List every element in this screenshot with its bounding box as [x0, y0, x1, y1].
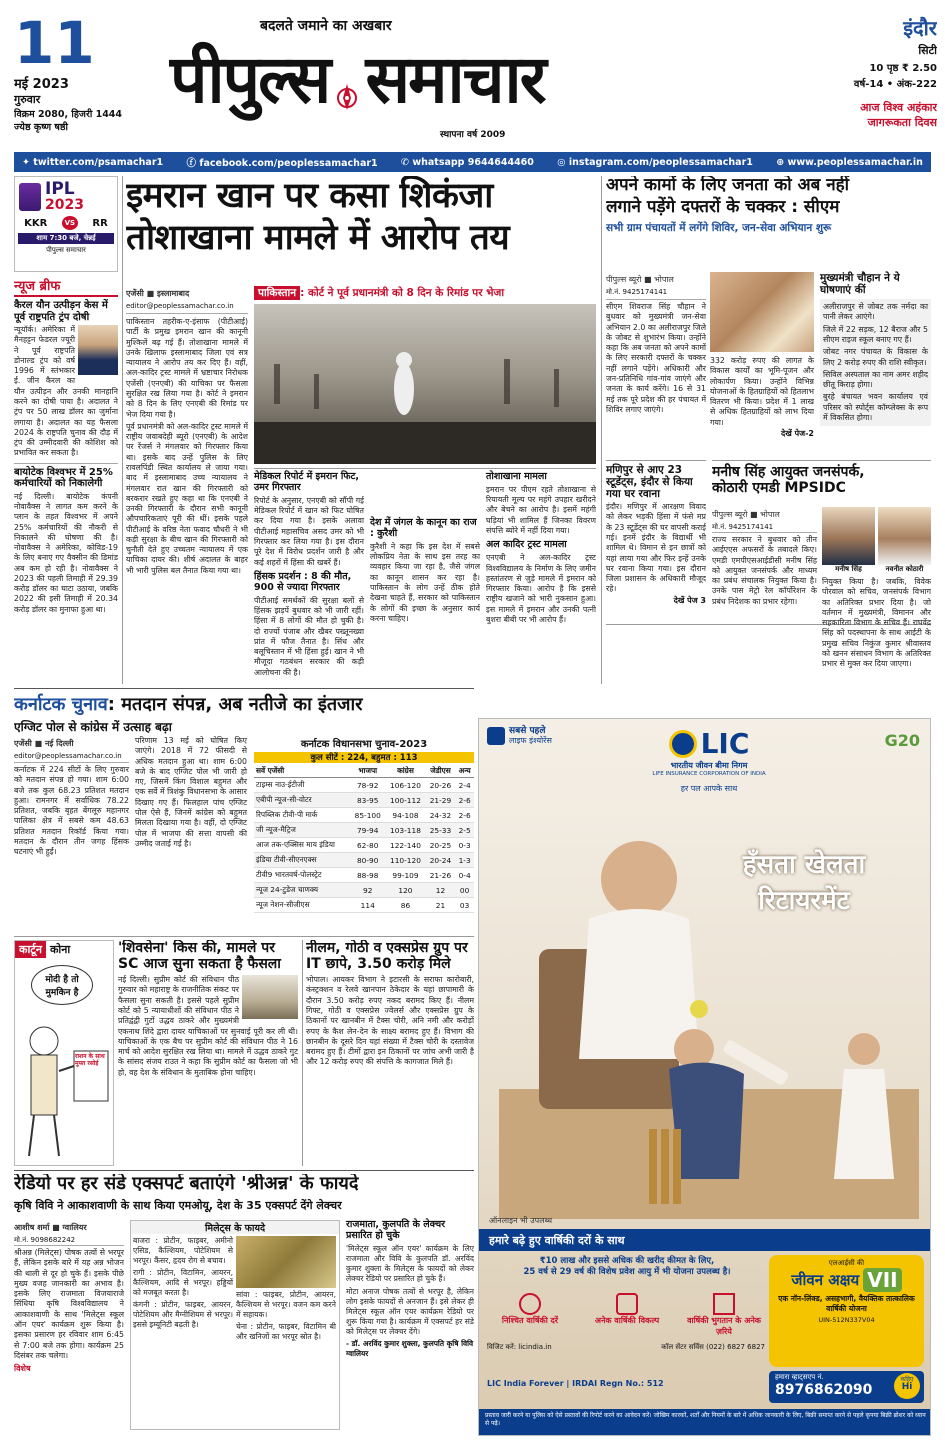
- table-row: [254, 883, 474, 898]
- table-cell: जी न्यूज-मैट्रिज: [254, 823, 350, 838]
- transfer-body: राज्य सरकार ने बुधवार को तीन आईएएस अफसरों के तबादले किए। एमडी एमपीएसआईडीसी मनीष सिंह को आयुक्त जनसंपर्क और माध्यम का प्रबंध संचालक नियुक्त किया है। उनके पास मेट्रो रेल कॉर्पोरेशन के प्रबंध निदेशक का प्रभार रहेगा।: [712, 535, 817, 606]
- lic-english-name: LIFE INSURANCE CORPORATION OF INDIA: [652, 771, 766, 777]
- cartoon-drawing: [19, 1011, 111, 1161]
- caption-2: नवनीत कोठारी: [885, 565, 924, 573]
- table-cell: 0-4: [455, 868, 474, 883]
- table-row: [254, 808, 474, 823]
- poll-col-header: कांग्रेस: [385, 765, 425, 778]
- twitter-link[interactable]: ✦ twitter.com/psamachar1: [22, 156, 164, 168]
- table-cell: 88-98: [350, 868, 385, 883]
- table-cell: इंडिया टीवी-सीएनएक्स: [254, 853, 350, 868]
- cm-continue[interactable]: देखें पेज-2: [781, 428, 814, 438]
- sub5-body: एनएबी ने अल-कादिर ट्रस्ट विश्वविद्यालय के निर्माण के लिए जमीन हस्तांतरण से जुड़े मामले में इमरान को गिरफ्तार किया। आरोप है कि इससे राष्ट्रीय खजाने को भारी नुकसान हुआ। इस मामले में इमरान और उनकी पत्नी बुशरा बीबी पर भी आरोप हैं।: [486, 553, 596, 624]
- it-body: भोपाल। आयकर विभाग ने इटारसी के सराफा कारोबारी, कंस्ट्रक्शन व रेलवे खानपान ठेकेदार के यहां छापामारी के दौरान 3.50 करोड़ रुपए नकद बरामद किए हैं। नीलम गिफ्ट, गोठी व एक्सप्रेस ज्वेलर्स और एक्सप्रेस ग्रुप के ठिकानों पर खानबीन में टैक्स चोरी, अनि नमी और करोड़ों रुपए के कैश लेन-देन के साक्ष्य बरामद हुए हैं। विभाग की छानबीन के दूसरे दिन यहां संख्या में टैक्स चोरी के दस्तावेज बरामद हुए हैं। टीमों द्वारा इन ठिकानों पर जांच अभी जारी है और 12 करोड़ रुपए की संपत्ति के कागजात मिले हैं।: [306, 975, 474, 1067]
- table-cell: 21: [426, 898, 456, 913]
- social-band: [14, 152, 931, 172]
- table-cell: टाइम्स नाउ-ईटीजी: [254, 778, 350, 793]
- sub3-head: देश में जंगल के कानून का राज : कुरैशी: [370, 517, 477, 539]
- edition-block: [812, 14, 937, 149]
- lead-deck: : कोर्ट ने पूर्व प्रधानमंत्री को 8 दिन के रिमांड पर भेजा: [300, 287, 505, 299]
- karnataka-headline: : मतदान संपन्न, अब नतीजे का इंतजार: [107, 694, 363, 715]
- pages-price: 10 पृष्ठ ₹ 2.50: [869, 63, 937, 74]
- table-cell: 79-94: [350, 823, 385, 838]
- lead-body-1: पाकिस्तान तहरीक-ए-इंसाफ (पीटीआई) पार्टी के प्रमुख इमरान खान की कानूनी मुश्किलें बढ़ गई हैं। तोशाखाना मामले में उनके खिलाफ इस्लामाबाद जिला एवं सत्र न्यायालय ने आरोप तय कर दिए हैं। वहीं, अल-कादिर ट्रस्ट मामले में भ्रष्टाचार निरोधक एजेंसी (एनएबी) की याचिका पर फैसला सुरक्षित रख लिया गया है। कोर्ट ने इमरान को 8 दिन के लिए एनएबी की रिमांड पर भेज दिया गया है।: [126, 317, 248, 419]
- transfer-headline-2: कोठारी एमडी MPSIDC: [712, 480, 846, 497]
- sub1-body: रिपोर्ट के अनुसार, एनएबी को सौंपी गई मेडिकल रिपोर्ट में खान को फिट घोषित कर दिया गया है। इसके अलावा पीटीआई महासचिव असद उमर को भी गिरफ्तार कर लिया गया है। इस दौरान पूरे देश में विरोध प्रदर्शन जारी है और कई शहरों में हिंसा की खबरें हैं।: [254, 495, 364, 567]
- brief-header: न्यूज ब्रीफ: [14, 276, 118, 297]
- table-cell: 80-90: [350, 853, 385, 868]
- table-row: [254, 838, 474, 853]
- table-cell: 2-5: [455, 823, 474, 838]
- table-cell: एबीपी न्यूज-सी-वोटर: [254, 793, 350, 808]
- globe-icon: ⊕: [776, 156, 788, 168]
- radio-body: श्रीअन्न (मिलेट्स) पोषक तत्वों से भरपूर हैं, लेकिन इसके बारे में यह अन्न भोजन की थाली से दूर हो चुके हैं। इसके पीछे मुख्य वजह जानकारी का अभाव है। इसके लिए राजमाता विजयाराजे सिंधिया कृषि विश्वविद्यालय ने आकाशवाणी के साथ 'मिलेट्स स्कूल ऑन एयर' कार्यक्रम शुरू किया है। इसका प्रसारण हर रविवार शाम 6:45 से 7:00 बजे तक होगा। कार्यक्रम 25 दिसंबर तक चलेगा।: [14, 1248, 124, 1360]
- date-block: [14, 14, 154, 149]
- sub5-head: अल कादिर ट्रस्ट मामला: [486, 539, 567, 551]
- team2: RR: [92, 217, 108, 229]
- lic-logo-icon: [669, 730, 697, 758]
- table-cell: 86: [385, 898, 425, 913]
- table-cell: 0-3: [455, 838, 474, 853]
- plan-number: VII: [863, 1268, 901, 1292]
- poll-table-sub: कुल सीटें : 224, बहुमत : 113: [254, 752, 474, 763]
- ad-badge-2: लाइफ इंश्योरेंस: [509, 735, 552, 745]
- title-right: समाचार: [365, 41, 545, 118]
- lead-headline-2: तोशाखाना मामले में आरोप तय: [126, 218, 510, 259]
- radio-sub-sign: - डॉ. अरविंद कुमार शुक्ला, कुलपति कृषि विवि ग्वालियर: [346, 1338, 474, 1358]
- match-time: शाम 7:30 बजे, चेन्नई: [18, 233, 114, 244]
- twitter-icon: ✦: [22, 156, 34, 168]
- plan-top: एलआईसी की: [828, 1259, 865, 1267]
- ipl-brand: पीपुल्स समाचार: [46, 246, 86, 254]
- manish-photo: [822, 507, 875, 565]
- day-note-1: आज विश्व अहंकार: [860, 101, 937, 114]
- issue-number: वर्ष-14 • अंक-222: [853, 79, 937, 90]
- table-cell: 21-26: [426, 868, 456, 883]
- table-cell: न्यूज 24-टुडेज चाणक्य: [254, 883, 350, 898]
- table-cell: 12: [426, 883, 456, 898]
- table-cell: 94-108: [385, 808, 425, 823]
- plan-uin: UIN-512N337V04: [818, 1316, 875, 1324]
- whatsapp-number[interactable]: 8976862090: [775, 1382, 873, 1398]
- millet-4: सांवा : फाइबर, प्रोटीन, आयरन, कैल्शियम से भरपूर। वजन कम करने में सहायक।: [236, 1290, 336, 1320]
- annual-band: हमारे बढ़े हुए वार्षिकी दरों के साथ: [479, 1229, 931, 1251]
- ipl-year: 2023: [45, 197, 84, 213]
- table-cell: 99-109: [385, 868, 425, 883]
- day-note-2: जागरूकता दिवस: [867, 116, 937, 129]
- cm-headline-2: लगाने पड़ेंगे दफ्तरों के चक्कर : सीएम: [606, 196, 840, 217]
- ad-badge-1: सबसे पहले: [509, 726, 546, 736]
- cm-headline-1: अपने कामों के लिए जनता को अब नहीं: [606, 176, 850, 195]
- table-cell: 120: [385, 883, 425, 898]
- radio-sub-body: 'मिलेट्स स्कूल ऑन एयर' कार्यक्रम के लिए राजमाता और विवि के कुलपति डॉ. अरविंद कुमार शुक्ला के मिलेट्स के फायदों को लेकर लेक्चर रेडियो पर प्रसारित हो चुके हैं।: [346, 1243, 474, 1283]
- poll-col-header: सर्वे एजेंसी: [254, 765, 350, 778]
- cm-photo: [710, 272, 814, 352]
- title-left: पीपुल्स: [170, 41, 330, 118]
- hi-button[interactable]: Hi: [901, 1382, 913, 1392]
- radio-story: [14, 1174, 474, 1434]
- masthead-title: [160, 14, 800, 149]
- vs-badge: VS: [62, 216, 78, 230]
- table-cell: 2-4: [455, 778, 474, 793]
- radio-byline: आशीष शर्मा ■ ग्वालियर: [14, 1223, 87, 1232]
- cartoon-speech: मोदी है तो मुमकिन है: [31, 965, 93, 1005]
- fixed-rate-icon: [519, 1293, 541, 1315]
- weekday: गुरुवार: [14, 93, 41, 106]
- cm-box-list: [820, 299, 931, 426]
- list-item: अलीराजपुर से जोबट तक नर्मदा का पानी लेकर आएंगे।: [823, 302, 928, 322]
- radio-sub-body-2: मोटा अनाज पोषक तत्वों से भरपूर है, लेकिन लोग इसके फायदों से अनजान हैं। इसे लेकर ही मिलेट्स स्कूल ऑन एयर कार्यक्रम रेडियो पर शुरू किया गया है। कार्यक्रम में एक्सपर्ट हर संडे को मिलेट्स पर लेक्चर देंगे।: [346, 1286, 474, 1336]
- it-raid-story: [306, 940, 474, 1166]
- sub3-body: कुरैशी ने कहा कि इस देश में सबसे लोकप्रिय नेता के साथ इस तरह का व्यवहार किया जा रहा है, जैसे जंगल का कानून शासन कर रहा है। पाकिस्तान के लोग उन्हें ठीक होते देखना चाहते हैं, सरकार को पाकिस्तान के लोगों की इच्छा के अनुसार कार्य करना चाहिए।: [370, 541, 480, 623]
- cartoon-title: कोना: [49, 943, 71, 956]
- trump-photo: [78, 325, 118, 375]
- cartoon-tag: कार्टून: [15, 941, 46, 958]
- cm-body-2: 332 करोड़ रुपए की लागत के विकास कार्यों का भूमि-पूजन और लोकार्पण किया। उन्होंने विभिन्न योजनाओं के हितग्राहियों को हितलाभ वितरण भी किया। प्रदेश में 1 लाख से अधिक हितग्राहियों को लाभ दिया गया।: [710, 356, 814, 427]
- table-row: [254, 868, 474, 883]
- g20-logo: G20: [884, 731, 920, 750]
- karnataka-byline: एजेंसी ■ नई दिल्ली: [14, 739, 74, 748]
- poll-col-header: अन्य: [455, 765, 474, 778]
- lic-tagline: हर पल आपके साथ: [680, 784, 738, 793]
- lic-advertisement[interactable]: [478, 718, 931, 1436]
- lead-headline-1: इमरान खान पर कसा शिकंजा: [126, 176, 493, 216]
- radio-deck: कृषि विवि ने आकाशवाणी के साथ किया एमओयू, देश के 35 एक्सपर्ट देंगे लेक्चर: [14, 1198, 342, 1212]
- web-visit[interactable]: विजिट करें: licindia.in: [487, 1343, 552, 1351]
- whatsapp-icon: ✆: [401, 156, 413, 168]
- table-cell: 20-26: [426, 778, 456, 793]
- sub2-head: हिंसक प्रदर्शन : 8 की मौत, 900 से ज्यादा गिरफ्तार: [254, 570, 352, 593]
- table-cell: 106-120: [385, 778, 425, 793]
- facebook-icon: ⓕ: [186, 158, 200, 169]
- list-item: सिविल अस्पताल का नाम अमर शहीद छीतू किराड़ होगा।: [823, 369, 928, 390]
- table-cell: 24-32: [426, 808, 456, 823]
- payment-icon: [713, 1293, 735, 1315]
- date-number: 11: [14, 14, 95, 77]
- list-item: बुरहे बंचायत भवन कार्यालय एवं परिसर को स्पोर्ट्स कॉम्प्लेक्स के रूप में विकसित होगा।: [823, 392, 928, 422]
- ipl-box: [14, 176, 118, 272]
- options-icon: [616, 1293, 638, 1315]
- cm-body: सीएम शिवराज सिंह चौहान ने बुधवार को मुख्यमंत्री जन-सेवा अभियान 2.0 का अलीराजपुर जिले के जोबट से शुभारंभ किया। उन्होंने कहा कि अब जनता को अपने कामों के लिए सरकारी दफ्तरों के चक्कर नहीं लगाने पड़ेंगे। अधिकारी और जन-प्रतिनिधि गांव-गांव जाएंगे और जनता के कार्य करेंगे। 16 से 31 मई तक पूरे प्रदेश की हर पंचायत में शिविर लगाए जाएंगे।: [606, 302, 706, 414]
- brief-body-2: नई दिल्ली। बायोटेक कंपनी नोवावैक्स ने लागत कम करने के प्लान के तहत विश्वभर में अपने 25% कर्मचारियों की नौकरी से निकालने की घोषणा की है। नोवावैक्स ने अमेरिका, कोविड-19 के लिए बनाए गए वैक्सीन की डिमांड अब कम हो रही है। नोवावैक्स ने 2023 की पहली तिमाही में 29.39 करोड़ डॉलर का घाटा उठाया, जबकि 2022 की इसी तिमाही में 20.34 करोड़ डॉलर का मुनाफा हुआ था।: [14, 491, 118, 614]
- manipur-story: [606, 460, 706, 680]
- manipur-headline: मणिपुर से आए 23 स्टूडेंट्स, इंदौर से किया गया घर रवाना: [606, 464, 693, 501]
- table-cell: आज तक-एक्सिस माय इंडिया: [254, 838, 350, 853]
- kothari-photo: [878, 507, 931, 565]
- brief-body-1: न्यूयॉर्क। अमेरिका में मैनहट्टन फेडरल ज्यूरी ने पूर्व राष्ट्रपति डोनाल्ड ट्रंप को वर्ष 1996 में स्तंभकार ई. जीन कैरल का यौन उत्पीड़न और उनकी मानहानि करने का दोषी पाया है। अदालत ने ट्रंप पर 50 लाख डॉलर का जुर्माना लगाया है। अदालत का यह फैसला 2024 के राष्ट्रपति चुनाव की दौड़ में ट्रंप की उम्मीदवारी की कोशिश को प्रभावित कर सकता है।: [14, 325, 118, 458]
- cm-byline: पीपुल्स ब्यूरो ■ भोपाल: [606, 275, 674, 284]
- table-cell: न्यूज नेशन-सीजीएस: [254, 898, 350, 913]
- transfer-headline-1: मनीष सिंह आयुक्त जनसंपर्क,: [712, 464, 865, 480]
- table-row: [254, 793, 474, 808]
- sub4-head: तोशाखाना मामला: [486, 471, 547, 482]
- feature-1: निश्चित वार्षिकी दरें: [501, 1316, 559, 1325]
- lead-byline: एजेंसी ■ इस्लामाबाद: [126, 289, 190, 298]
- plan-desc: एक नॉन-लिंक्ड, असहभागी, वैयक्तिक तात्कालिक वार्षिकी योजना: [778, 1294, 915, 1313]
- table-cell: 21-29: [426, 793, 456, 808]
- karnataka-deck: एग्जिट पोल से कांग्रेस में उत्साह बढ़ा: [14, 720, 172, 734]
- ad-headline-1: हँसता खेलता: [742, 850, 866, 880]
- table-cell: 25-33: [426, 823, 456, 838]
- tithi: ज्येष्ठ कृष्ण षष्ठी: [14, 122, 68, 133]
- transfer-body-2: नियुक्त किया है। जबकि, विवेक पोरवाल को सचिव, जनसंपर्क विभाग का अतिरिक्त प्रभार दिया है। जो वर्तमान में मुख्यमंत्री, विमानन और सहकारिता विभाग के सचिव हैं। राघवेंद्र सिंह को पदस्थापना के साथ आईटी के प्रमुख सचिव निकुंज कुमार श्रीवास्तव को खनन संसाधन विभाग के अतिरिक्त प्रभार से मुक्त कर दिया जाएगा।: [822, 577, 931, 669]
- samvat: विक्रम 2080, हिजरी 1444: [14, 109, 123, 120]
- ad-family-illustration: [499, 799, 919, 1219]
- shivsena-story: [118, 940, 298, 1166]
- online-badge: ऑनलाइन भी उपलब्ध: [489, 1216, 553, 1225]
- poll-table-title: कर्नाटक विधानसभा चुनाव-2023: [300, 739, 428, 750]
- sub1-head: मेडिकल रिपोर्ट में इमरान फिट, उमर गिरफ्तार: [254, 471, 360, 493]
- millet-photo: [236, 1236, 336, 1288]
- feature-2: अनेक वार्षिकी विकल्प: [594, 1316, 660, 1325]
- cartoon-box: [14, 940, 114, 1166]
- millet-head: मिलेट्स के फायदे: [131, 1221, 339, 1234]
- court-photo: [242, 975, 298, 1019]
- thumb-icon: [487, 727, 505, 745]
- table-cell: 20-25: [426, 838, 456, 853]
- table-cell: टीवी9 भारतवर्ष-पोलस्ट्रेट: [254, 868, 350, 883]
- exit-poll-table: [254, 765, 474, 913]
- table-row: [254, 823, 474, 838]
- table-cell: 62-80: [350, 838, 385, 853]
- web-link[interactable]: ⊕ www.peoplessamachar.in: [776, 156, 923, 168]
- month-year: मई 2023: [14, 77, 69, 92]
- offer-line-2: 25 वर्ष से 29 वर्ष की विशेष प्रवेश आयु में भी योजना उपलब्ध है।: [523, 1267, 731, 1277]
- table-cell: 114: [350, 898, 385, 913]
- ipl-logo-icon: [19, 183, 41, 211]
- radio-sub-head: राजमाता, कुलपति के लेक्चर प्रसारित हो चुके: [346, 1219, 446, 1241]
- sub4-body: इमरान पर पीएम रहते तोशाखाना से रियायती मूल्य पर महंगे उपहार खरीदने और बेचने का आरोप है। इसमें महंगी घड़ियां भी शामिल हैं जिनका विवरण संपत्ति ब्योरे में नहीं दिया गया।: [486, 484, 596, 536]
- lic-wordmark: LIC: [700, 727, 750, 760]
- cm-deck: सभी ग्राम पंचायतों में लगेंगे शिविर, जन-सेवा अभियान शुरू: [606, 222, 832, 235]
- brief-headline-2: बायोटेक विश्वभर में 25% कर्मचारियों को निकालेगी: [14, 463, 118, 490]
- table-row: [254, 778, 474, 793]
- karnataka-kicker: कर्नाटक चुनाव: [14, 694, 108, 715]
- table-cell: 122-140: [385, 838, 425, 853]
- lead-body-2: पूर्व प्रधानमंत्री को अल-कादिर ट्रस्ट मामले में राष्ट्रीय जवाबदेही ब्यूरो (एनएबी) के आदेश पर रेंजर्स ने मंगलवार को गिरफ्तार किया था। इसके बाद उन्हें पुलिस के लिए रावलपिंडी स्थित कार्यालय ले जाया गया। बाद में इस्लामाबाद उच्च न्यायालय ने मंगलवार रात खान की गिरफ्तारी को बरकरार रखते हुए कहा था कि एनएबी ने उनकी गिरफ्तारी के दौरान सभी कानूनी औपचारिकताएं पूरी की थीं। इसके पहले पीटीआई के वरिष्ठ नेता फवाद चौधरी ने भी कड़ी सुरक्षा के बीच खान की गिरफ्तारी को चुनौती देते हुए उच्चतम न्यायालय में एक याचिका दायर की। शीर्ष अदालत के बाहर भी भारी पुलिस बल तैनात किया गया था।: [126, 421, 248, 575]
- brief-headline-1: कैरल यौन उत्पीड़न केस में पूर्व राष्ट्रपति ट्रंप दोषी: [14, 300, 108, 323]
- karnataka-body-2: परिणाम 13 मई को घोषित किए जाएंगे। 2018 में 72 फीसदी से अधिक मतदान हुआ था। शाम 6:00 बजे के बाद एग्जिट पोल भी जारी हो गए, जिसमें किंग विशाल बहुमत और एक सर्वे में त्रिशंकु विधानसभा के आसार दिखाए गए हैं। फिलहाल पांच एग्जिट पोल ऐसे हैं, जिनमें कांग्रेस को बहुमत मिलता दिखाया गया है। वहीं, दो एग्जिट पोल में भाजपा की सत्ता वापसी की उम्मीद जताई गई है।: [135, 736, 247, 848]
- sub2-body: पीटीआई समर्थकों की सुरक्षा बलों से हिंसक झड़पें बुधवार को भी जारी रहीं। हिंसा में 8 लोगों की मौत हो चुकी है। दो राज्यों पंजाब और खैबर पख्तूनख्वा प्रांत में फौज तैनात है। सिंध और बलूचिस्तान में भी हिंसा हुई। खान ने भी मौजूदा गठबंधन सरकार की कड़ी आलोचना की है।: [254, 595, 364, 677]
- edition: सिटी: [918, 44, 937, 57]
- table-row: [254, 853, 474, 868]
- facebook-link[interactable]: ⓕ facebook.com/peoplessamachar1: [186, 158, 378, 169]
- established: स्थापना वर्ष 2009: [440, 130, 506, 140]
- offer-line-1: ₹10 लाख और इससे अधिक की खरीद कीमत के लिए,: [539, 1256, 715, 1266]
- poll-col-header: भाजपा: [350, 765, 385, 778]
- protest-photo: [254, 304, 596, 464]
- team1: KKR: [24, 217, 48, 229]
- instagram-link[interactable]: ◎ instagram.com/peoplessamachar1: [557, 156, 753, 168]
- lic-hindi-name: भारतीय जीवन बीमा निगम: [670, 761, 748, 770]
- it-headline: नीलम, गोठी व एक्सप्रेस ग्रुप पर IT छापे, 3.50 करोड़ मिले: [306, 940, 468, 973]
- pen-logo-icon: [334, 78, 360, 118]
- radio-mobile: मो.नं. 9098682242: [14, 1236, 124, 1246]
- table-cell: 2-6: [455, 793, 474, 808]
- hi-label: कहिए: [900, 1376, 914, 1383]
- ad-headline-2: रिटायरमेंट: [758, 886, 850, 916]
- plan-name: जीवन अक्षय: [791, 1271, 860, 1289]
- table-cell: 100-112: [385, 793, 425, 808]
- transfer-story: [712, 460, 931, 684]
- ad-bottom-bar: LIC India Forever | IRDAI Regn No.: 512: [487, 1379, 664, 1388]
- manipur-continue[interactable]: देखें पेज 3: [673, 595, 706, 605]
- ipl-title: IPL: [45, 179, 75, 199]
- help-line[interactable]: कॉल सेंटर सर्विस (022) 6827 6827: [661, 1343, 765, 1351]
- table-cell: 03: [455, 898, 474, 913]
- lead-email: editor@peoplessamachar.co.in: [126, 302, 248, 314]
- manipur-body: इंदौर। मणिपुर में आरक्षण विवाद को लेकर भड़की हिंसा में फंसे मप्र के 23 स्टूडेंट्स की घर वापसी कराई गई। इनमें इंदौर के विद्यार्थी भी शामिल थे। विमान से इन छात्रों को यहां लाया गया और फिर इन्हें उनके घर रवाना किया गया। इस दौरान जिला प्रशासन के अधिकारी मौजूद रहे।: [606, 502, 706, 594]
- cm-box-head: मुख्यमंत्री चौहान ने ये घोषणाएं कीं: [820, 272, 900, 297]
- table-cell: रिपब्लिक टीवी-पी मार्क: [254, 808, 350, 823]
- news-brief: [14, 276, 118, 684]
- shivsena-headline: 'शिवसेना' किस की, मामले पर SC आज सुना सकता है फैसला: [118, 940, 281, 973]
- karnataka-story: [14, 692, 474, 932]
- feature-3: वार्षिकी भुगतान के अनेक ज़रिये: [687, 1316, 761, 1336]
- table-cell: 78-92: [350, 778, 385, 793]
- table-cell: 103-118: [385, 823, 425, 838]
- cm-mobile: मो.नं. 9425174141: [606, 288, 706, 300]
- whatsapp-label: हमारा व्हाट्सएप नं.: [775, 1373, 824, 1381]
- list-item: जोबट नगर पंचायत के विकास के लिए 2 करोड़ रुपए की राशि स्वीकृत।: [823, 347, 928, 367]
- table-cell: 110-120: [385, 853, 425, 868]
- cartoon-sign: राशन के साथ मुफ्त रसोई: [75, 1053, 105, 1068]
- millet-5: चेना : प्रोटीन, फाइबर, विटामिन बी और खनिजों का भरपूर स्रोत है।: [236, 1322, 336, 1342]
- caption-1: मनीष सिंह: [835, 565, 862, 573]
- table-cell: 1-3: [455, 853, 474, 868]
- transfer-mobile: मो.नं. 9425174141: [712, 523, 817, 533]
- vishesh-tag: विशेष: [14, 1364, 31, 1374]
- millet-2: रागी : प्रोटीन, विटामिन, आयरन, कैल्शियम, आदि से भरपूर। हड्डियों को मजबूत करता है।: [133, 1268, 233, 1298]
- millet-3: कंगनी : प्रोटीन, फाइबर, आयरन, पोटेशियम और मैग्नीशियम से भरपूर। इससे इम्यूनिटी बढ़ती है।: [133, 1300, 233, 1330]
- ad-disclaimer: प्रस्ताव जारी करने या पुलिस को ऐसे प्रस्तावों की रिपोर्ट करने का आवेदन करें। जोखिम कारकों, शर्तों और नियमों के बारे में अधिक जानकारी के लिए, बिक्री समाप्त करने से पहले कृपया बिक्री ब्रोशर को ध्यान से पढ़ें।: [479, 1409, 931, 1435]
- tagline: बदलते जमाने का अखबार: [260, 18, 392, 34]
- karnataka-email: editor@peoplessamachar.co.in: [14, 752, 129, 763]
- city: इंदौर: [903, 16, 937, 40]
- table-cell: 20-24: [426, 853, 456, 868]
- whatsapp-link[interactable]: ✆ whatsapp 9644644460: [401, 156, 534, 168]
- lead-story: [126, 176, 596, 684]
- instagram-icon: ◎: [557, 156, 569, 168]
- table-cell: 00: [455, 883, 474, 898]
- table-cell: 85-100: [350, 808, 385, 823]
- table-cell: 92: [350, 883, 385, 898]
- table-cell: 2-6: [455, 808, 474, 823]
- millet-1: बाजरा : प्रोटीन, फाइबर, अमीनो एसिड, कैल्शियम, पोटेशियम से भरपूर। कैंसर, हृदय रोग से बचाव।: [133, 1236, 233, 1266]
- transfer-byline: पीपुल्स ब्यूरो ■ भोपाल: [712, 510, 780, 519]
- table-row: [254, 898, 474, 913]
- radio-headline: रेडियो पर हर संडे एक्सपर्ट बताएंगे 'श्रीअन्न' के फायदे: [14, 1174, 359, 1194]
- lead-kicker: पाकिस्तान: [254, 286, 300, 300]
- shivsena-body: नई दिल्ली। सुप्रीम कोर्ट की संविधान पीठ गुरुवार को महाराष्ट्र के राजनीतिक संकट पर फैसला सुना सकती है। इससे पहले सुप्रीम कोर्ट को 5 न्यायाधीशों की संविधान पीठ ने प्रतिद्वंद्वी गुटों उद्धव ठाकरे और मुख्यमंत्री एकनाथ शिंदे द्वारा दायर याचिकाओं पर सुनवाई पूरी कर ली थी। याचिकाओं के एक बैच पर सुप्रीम कोर्ट की संविधान पीठ ने 16 मार्च को आदेश सुरक्षित रख लिया था। मामले में उद्धव ठाकरे गुट के सांसद संजय राउत ने कहा कि सुप्रीम कोर्ट का फैसला जो भी हो, वह देश के संविधान के मुताबिक होना चाहिए।: [118, 975, 298, 1077]
- list-item: जिले में 22 सड़क, 12 बैराज और 5 सीएम राइज स्कूल बनाए गए हैं।: [823, 324, 928, 344]
- karnataka-body-1: कर्नाटक में 224 सीटों के लिए गुरुवार को मतदान संपन्न हो गया। शाम 6:00 बजे तक कुल 68.23 प्रतिशत मतदान हुआ। रामनगर में सर्वाधिक 78.22 प्रतिशत, जबकि बृहत बेंगलूरु महानगर पालिका क्षेत्र में सबसे कम 48.63 प्रतिशत मतदान रिकॉर्ड किया गया। मतदान के दौरान तीन जगह हिंसक घटनाएं भी हुईं।: [14, 765, 129, 857]
- table-cell: 83-95: [350, 793, 385, 808]
- poll-col-header: जेडीएस: [426, 765, 456, 778]
